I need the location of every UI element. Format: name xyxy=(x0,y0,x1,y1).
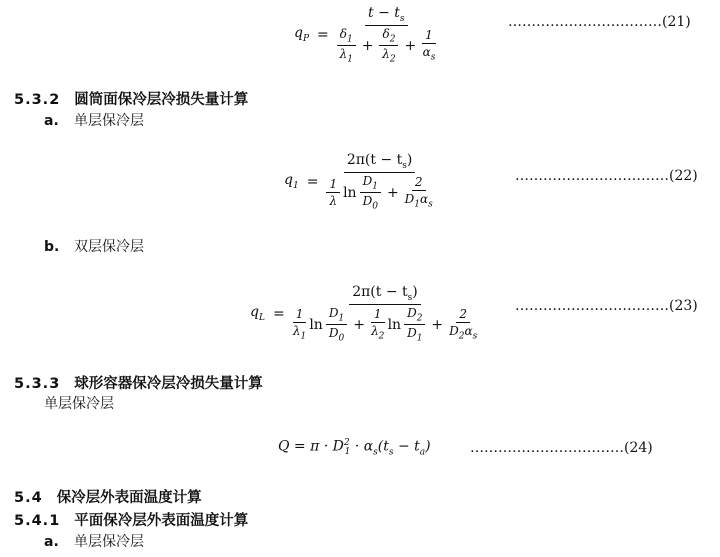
subsection-5-3-2-a xyxy=(44,110,144,130)
item-text: 单层保冷层 xyxy=(74,113,144,129)
equation-24: $Q = \pi \cdot D^2_1 \cdot \alpha_s(t_s - t_a)$ xyxy=(278,438,431,458)
item-label: a. xyxy=(44,113,59,129)
section-5-3-2-heading xyxy=(14,88,248,109)
section-number: 5.3.2 xyxy=(14,92,61,108)
section-number: 5.3.3 xyxy=(14,376,61,392)
eq24-number: ……………………………(24) xyxy=(470,440,653,456)
section-title: 保冷层外表面温度计算 xyxy=(56,490,202,506)
equation-21 xyxy=(294,5,436,65)
eq21-numerator: $t - t_s$ xyxy=(365,5,408,26)
item-label: b. xyxy=(44,239,60,255)
item-text: 单层保冷层 xyxy=(74,534,144,550)
eq21-equals: = xyxy=(317,26,329,43)
eq21-denominator: $\frac{\delta_1}{\lambda_1}$ + $\frac{\delta_2}{\lambda_2}$ + $\frac{1}{\alpha_s}$ xyxy=(337,26,436,65)
section-5-3-3-heading xyxy=(14,372,263,393)
eq23-lhs: $q_L$ xyxy=(250,304,265,324)
subsection-5-3-3-single: 单层保冷层 xyxy=(44,396,114,412)
eq23-denominator: $\frac{1}{\lambda_1}$ ln $\frac{D_1}{D_0}$ + $\frac{1}{\lambda_2}$ ln $\frac{D_2}{D_1}$ + $\frac{2}{D_2\alpha_s}$ xyxy=(292,305,478,344)
eq22-fraction xyxy=(326,152,432,212)
eq23-numerator: $2\pi(t - t_s)$ xyxy=(349,284,421,305)
item-text: 双层保冷层 xyxy=(74,239,144,255)
eq22-lhs: $q_1$ xyxy=(284,172,299,192)
section-5-4-heading xyxy=(14,486,202,507)
equation-22: $q_1$ = $2\pi(t - t_s)$ $\frac{1}{\lambda}$ ln $\frac{D_1}{D_0}$ + $\frac{2}{D_1\alpha_s}$ xyxy=(284,152,433,212)
subsection-5-3-2-b xyxy=(44,236,144,256)
eq21-number: ……………………………(21) xyxy=(508,14,691,30)
eq21-fraction xyxy=(337,5,436,65)
equation-23: $q_L$ = $2\pi(t - t_s)$ $\frac{1}{\lambda_1}$ ln $\frac{D_1}{D_0}$ + $\frac{1}{\lambda_2}$ ln $\frac{D_2}{D_1}$ + $\frac{2}{D_2\alpha_s}$ xyxy=(250,284,478,344)
eq22-numerator: $2\pi(t - t_s)$ xyxy=(344,152,416,173)
section-title: 圆筒面保冷层冷损失量计算 xyxy=(74,92,249,108)
section-title: 平面保冷层外表面温度计算 xyxy=(74,513,249,529)
subsection-5-4-1-a xyxy=(44,531,144,551)
eq23-fraction xyxy=(293,284,478,344)
eq22-number: ……………………………(22) xyxy=(515,168,698,184)
eq22-denominator: $\frac{1}{\lambda}$ ln $\frac{D_1}{D_0}$ + $\frac{2}{D_1\alpha_s}$ xyxy=(326,173,432,212)
section-5-4-1-heading xyxy=(14,509,248,530)
eq21-lhs: $q_P$ xyxy=(294,25,310,45)
eq23-number: ……………………………(23) xyxy=(515,298,698,314)
section-title: 球形容器保冷层冷损失量计算 xyxy=(74,376,263,392)
item-label: a. xyxy=(44,534,59,550)
section-number: 5.4 xyxy=(14,490,43,506)
section-number: 5.4.1 xyxy=(14,513,61,529)
